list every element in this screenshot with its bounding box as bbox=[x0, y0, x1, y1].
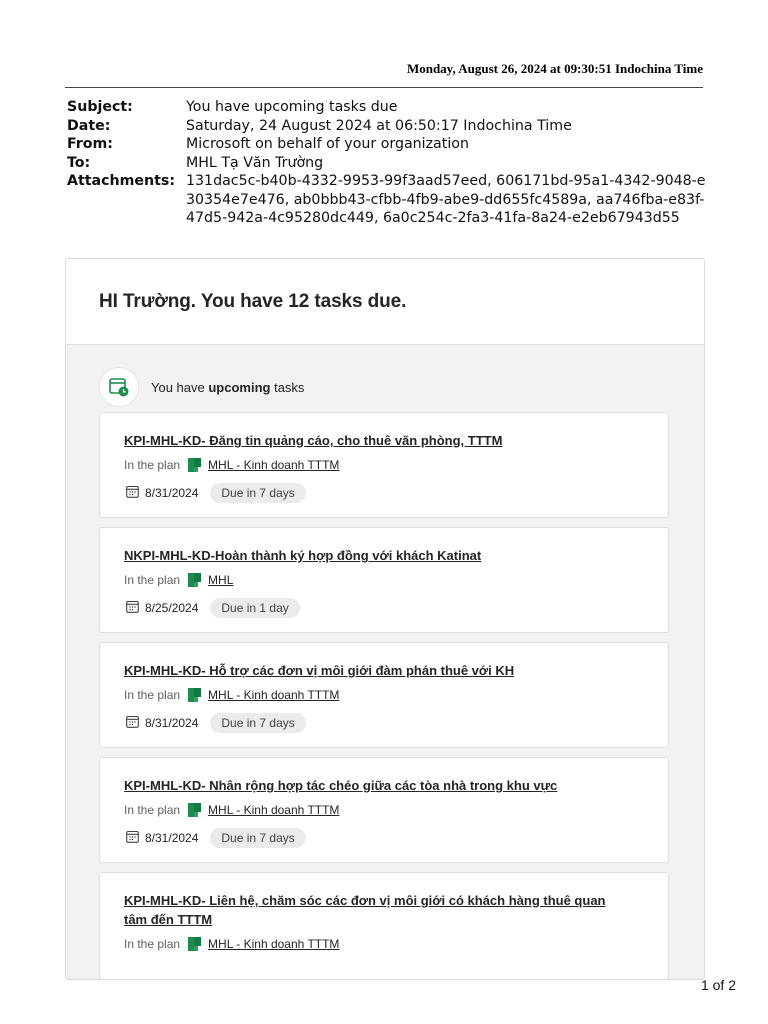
planner-icon bbox=[188, 937, 201, 951]
to-row bbox=[67, 154, 707, 173]
section-text-bold: upcoming bbox=[208, 379, 271, 395]
plan-link[interactable]: MHL - Kinh doanh TTTM bbox=[208, 688, 340, 702]
planner-icon bbox=[188, 458, 201, 472]
task-title-link[interactable]: KPI-MHL-KD- Liên hệ, chăm sóc các đơn vị môi giới có khách hàng thuê quan tâm đến TTTM bbox=[124, 893, 606, 927]
task-due-row bbox=[126, 598, 300, 618]
subject-label: Subject: bbox=[67, 99, 133, 115]
task-due-row bbox=[126, 713, 306, 733]
from-value: Microsoft on behalf of your organization bbox=[186, 136, 469, 152]
attachments-label: Attachments: bbox=[67, 173, 176, 189]
calendar-icon bbox=[126, 600, 139, 616]
plan-label: In the plan bbox=[124, 458, 181, 472]
task-plan-row bbox=[124, 688, 339, 702]
date-label: Date: bbox=[67, 117, 111, 134]
task-card[interactable] bbox=[99, 872, 669, 980]
task-title-link[interactable]: KPI-MHL-KD- Hỗ trợ các đơn vị môi giới đàm phán thuê với KH bbox=[124, 663, 515, 678]
subject-row bbox=[67, 98, 707, 117]
task-title-link[interactable]: NKPI-MHL-KD-Hoàn thành ký hợp đồng với khách Katinat bbox=[124, 548, 482, 563]
plan-link[interactable]: MHL - Kinh doanh TTTM bbox=[208, 458, 340, 472]
due-date: 8/25/2024 bbox=[145, 601, 199, 615]
task-plan-row bbox=[124, 937, 339, 951]
calendar-icon bbox=[126, 715, 139, 731]
section-text-suffix: tasks bbox=[270, 379, 305, 395]
planner-icon bbox=[188, 688, 201, 702]
task-card[interactable] bbox=[99, 527, 669, 633]
task-plan-row bbox=[124, 573, 233, 587]
print-header-timestamp: Monday, August 26, 2024 at 09:30:51 Indochina Time bbox=[406, 61, 703, 76]
plan-label: In the plan bbox=[124, 688, 181, 702]
task-due-row bbox=[126, 828, 306, 848]
attachments-row bbox=[67, 172, 707, 228]
task-title-link[interactable]: KPI-MHL-KD- Đăng tin quảng cáo, cho thuê văn phòng, TTTM bbox=[124, 433, 503, 448]
section-text-prefix: You have bbox=[151, 379, 209, 395]
date-row bbox=[67, 117, 707, 136]
calendar-icon bbox=[126, 830, 139, 846]
date-value: Saturday, 24 August 2024 at 06:50:17 Indochina Time bbox=[186, 117, 572, 134]
email-metadata bbox=[67, 98, 707, 228]
task-card[interactable] bbox=[99, 412, 669, 518]
planner-icon bbox=[188, 803, 201, 817]
planner-icon bbox=[188, 573, 201, 587]
plan-label: In the plan bbox=[124, 573, 181, 587]
upcoming-section-text bbox=[151, 380, 304, 395]
page-number: 1 of 2 bbox=[700, 977, 736, 993]
email-body-card bbox=[65, 258, 705, 980]
due-badge: Due in 1 day bbox=[210, 598, 299, 618]
plan-link[interactable]: MHL bbox=[208, 573, 234, 587]
due-badge: Due in 7 days bbox=[210, 713, 305, 733]
due-badge: Due in 7 days bbox=[210, 828, 305, 848]
calendar-clock-icon bbox=[99, 367, 139, 407]
task-title-link[interactable]: KPI-MHL-KD- Nhân rộng hợp tác chéo giữa các tòa nhà trong khu vực bbox=[124, 778, 558, 793]
due-date: 8/31/2024 bbox=[145, 716, 199, 730]
subject-value: You have upcoming tasks due bbox=[186, 99, 398, 115]
plan-label: In the plan bbox=[124, 937, 181, 951]
to-value: MHL Tạ Văn Trường bbox=[186, 154, 324, 171]
plan-link[interactable]: MHL - Kinh doanh TTTM bbox=[208, 803, 340, 817]
upcoming-section-header bbox=[99, 367, 304, 407]
task-due-row bbox=[126, 483, 306, 503]
greeting-heading: HI Trường. You have 12 tasks due. bbox=[99, 291, 407, 312]
attachments-value: 131dac5c-b40b-4332-9953-99f3aad57eed, 606171bd-95a1-4342-9048-e30354e7e476, ab0bbb43-cfbb-4fb9-abe9-dd655fc4589a, aa746fba-e83f-47d5-942a-4c95280dc449, 6a0c254c-2fa3-41fa-8a24-e2eb67943d55 bbox=[186, 173, 706, 226]
due-date: 8/31/2024 bbox=[145, 831, 199, 845]
due-badge: Due in 7 days bbox=[210, 483, 305, 503]
from-label: From: bbox=[67, 136, 113, 152]
due-date: 8/31/2024 bbox=[145, 486, 199, 500]
task-card[interactable] bbox=[99, 757, 669, 863]
task-plan-row bbox=[124, 458, 339, 472]
task-plan-row bbox=[124, 803, 339, 817]
header-divider bbox=[65, 87, 703, 88]
email-greeting-header bbox=[66, 259, 704, 345]
plan-link[interactable]: MHL - Kinh doanh TTTM bbox=[208, 937, 340, 951]
plan-label: In the plan bbox=[124, 803, 181, 817]
to-label: To: bbox=[67, 154, 91, 171]
from-row bbox=[67, 135, 707, 154]
task-card[interactable] bbox=[99, 642, 669, 748]
calendar-icon bbox=[126, 485, 139, 501]
